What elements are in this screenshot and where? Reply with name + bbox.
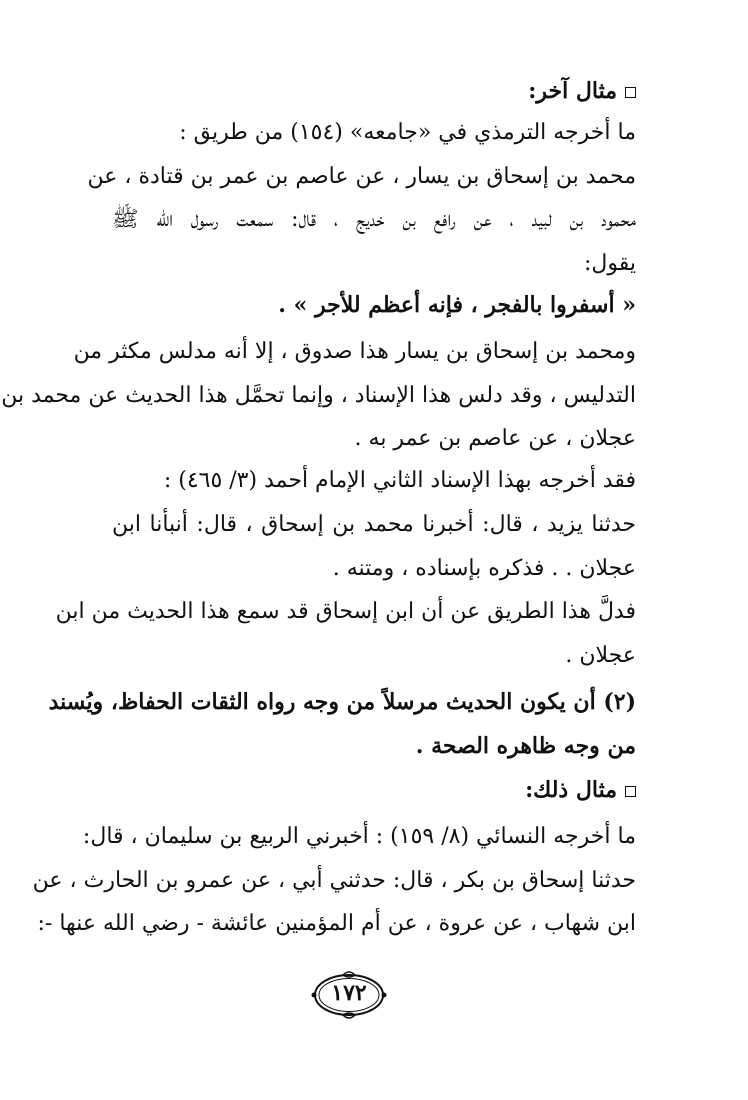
text-line: محمد بن إسحاق بن يسار ، عن عاصم بن عمر بن قتادة ، عن [87, 164, 636, 189]
square-bullet-icon [625, 786, 636, 797]
text-line: عجلان . [565, 643, 636, 668]
page-number [310, 970, 388, 1020]
section-heading-another-example: مثال آخر: [528, 76, 636, 106]
text-line: ما أخرجه الترمذي في «جامعه» (١٥٤) من طريق : [179, 120, 636, 145]
square-bullet-icon [625, 87, 636, 98]
text-line: فدلَّ هذا الطريق عن أن ابن إسحاق قد سمع هذا الحديث من ابن [55, 599, 636, 624]
text-line: عجلان . . فذكره بإسناده ، ومتنه . [332, 556, 636, 581]
text-line: ما أخرجه النسائي (٨/ ١٥٩) : أخبرني الربيع بن سليمان ، قال: [82, 824, 636, 849]
text-line-bold: من وجه ظاهره الصحة . [415, 733, 636, 759]
text-line: يقول: [583, 251, 636, 276]
text-line: ابن شهاب ، عن عروة ، عن أم المؤمنين عائشة - رضي الله عنها -: [37, 911, 636, 936]
text-line: ومحمد بن إسحاق بن يسار هذا صدوق ، إلا أنه مدلس مكثر من [73, 339, 636, 364]
text-line-bold: (٢) أن يكون الحديث مرسلاً من وجه رواه الثقات الحفاظ، ويُسند [48, 689, 636, 715]
text-line: التدليس ، وقد دلس هذا الإسناد ، وإنما تحمَّل هذا الحديث عن محمد بن [1, 383, 636, 408]
text-line: حدثنا إسحاق بن بكر ، قال: حدثني أبي ، عن عمرو بن الحارث ، عن [32, 868, 636, 893]
text-line: حدثنا يزيد ، قال: أخبرنا محمد بن إسحاق ، قال: أنبأنا ابن [112, 512, 636, 537]
section-heading-example: مثال ذلك: [525, 775, 636, 805]
text-line: عجلان ، عن عاصم بن عمر به . [354, 426, 636, 451]
text-line: محمود بن لبيد ، عن رافع بن خديج ، قال: سمعت رسول الله ﷺ [112, 207, 636, 232]
page-number-text: ١٧٢ [331, 980, 367, 1006]
hadith-quote: « أسفروا بالفجر ، فإنه أعظم للأجر » . [278, 292, 636, 318]
text-line: فقد أخرجه بهذا الإسناد الثاني الإمام أحمد (٣/ ٤٦٥) : [163, 468, 636, 493]
